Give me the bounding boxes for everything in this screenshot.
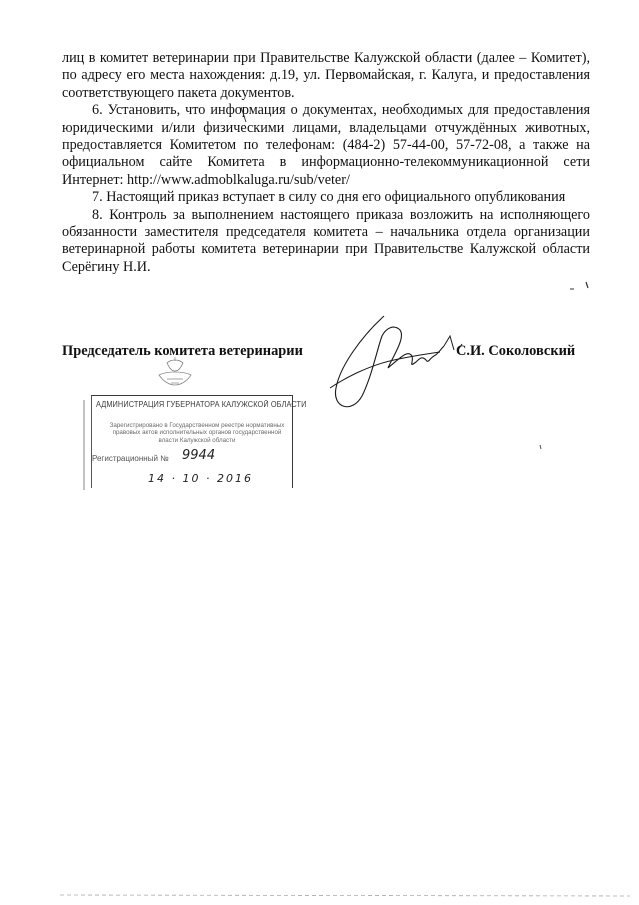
stamp-registration-label: Регистрационный № <box>92 454 169 463</box>
paragraph-continuation: лиц в комитет ветеринарии при Правительстве Калужской области (далее – Комитет), по адресу его места нахождения: д.19, ул. Первомайская, г. Калуга, и предоставления соответствующего пакета документов. <box>62 50 590 101</box>
stamp-registration-number: 9944 <box>182 448 216 463</box>
signatory-name: С.И. Соколовский <box>456 343 576 359</box>
signatory-title: Председатель комитета ветеринарии <box>62 343 303 359</box>
paragraph-7: 7. Настоящий приказ вступает в силу со дня его официального опубликования <box>92 189 566 206</box>
stamp-header: АДМИНИСТРАЦИЯ ГУБЕРНАТОРА КАЛУЖСКОЙ ОБЛАСТИ <box>96 400 307 409</box>
paragraph-8: 8. Контроль за выполнением настоящего приказа возложить на исполняющего обязанности заместителя председателя комитета – начальника отдела организации ветеринарной работы комитета ветеринарии при Правительстве Калужской области Серёгину Н.И. <box>62 206 590 275</box>
paragraph-6: 6. Установить, что информация о документах, необходимых для предоставления юридическими и/или физическими лицами, владельцами отчуждённых животных, предоставляется Комитетом по телефонам: (484-2) 57-44-00, 57-72-08, а также на официальном сайте Комитета в информационно-телекоммуникационной сети Интернет: http://www.admoblkaluga.ru/sub/veter/ <box>62 102 590 188</box>
stamp-subtext: Зарегистрировано в Государственном реестре нормативных правовых актов исполнительных органов государственной власти Калужской области <box>109 422 285 444</box>
stamp-date: 14 · 10 · 2016 <box>148 472 253 485</box>
